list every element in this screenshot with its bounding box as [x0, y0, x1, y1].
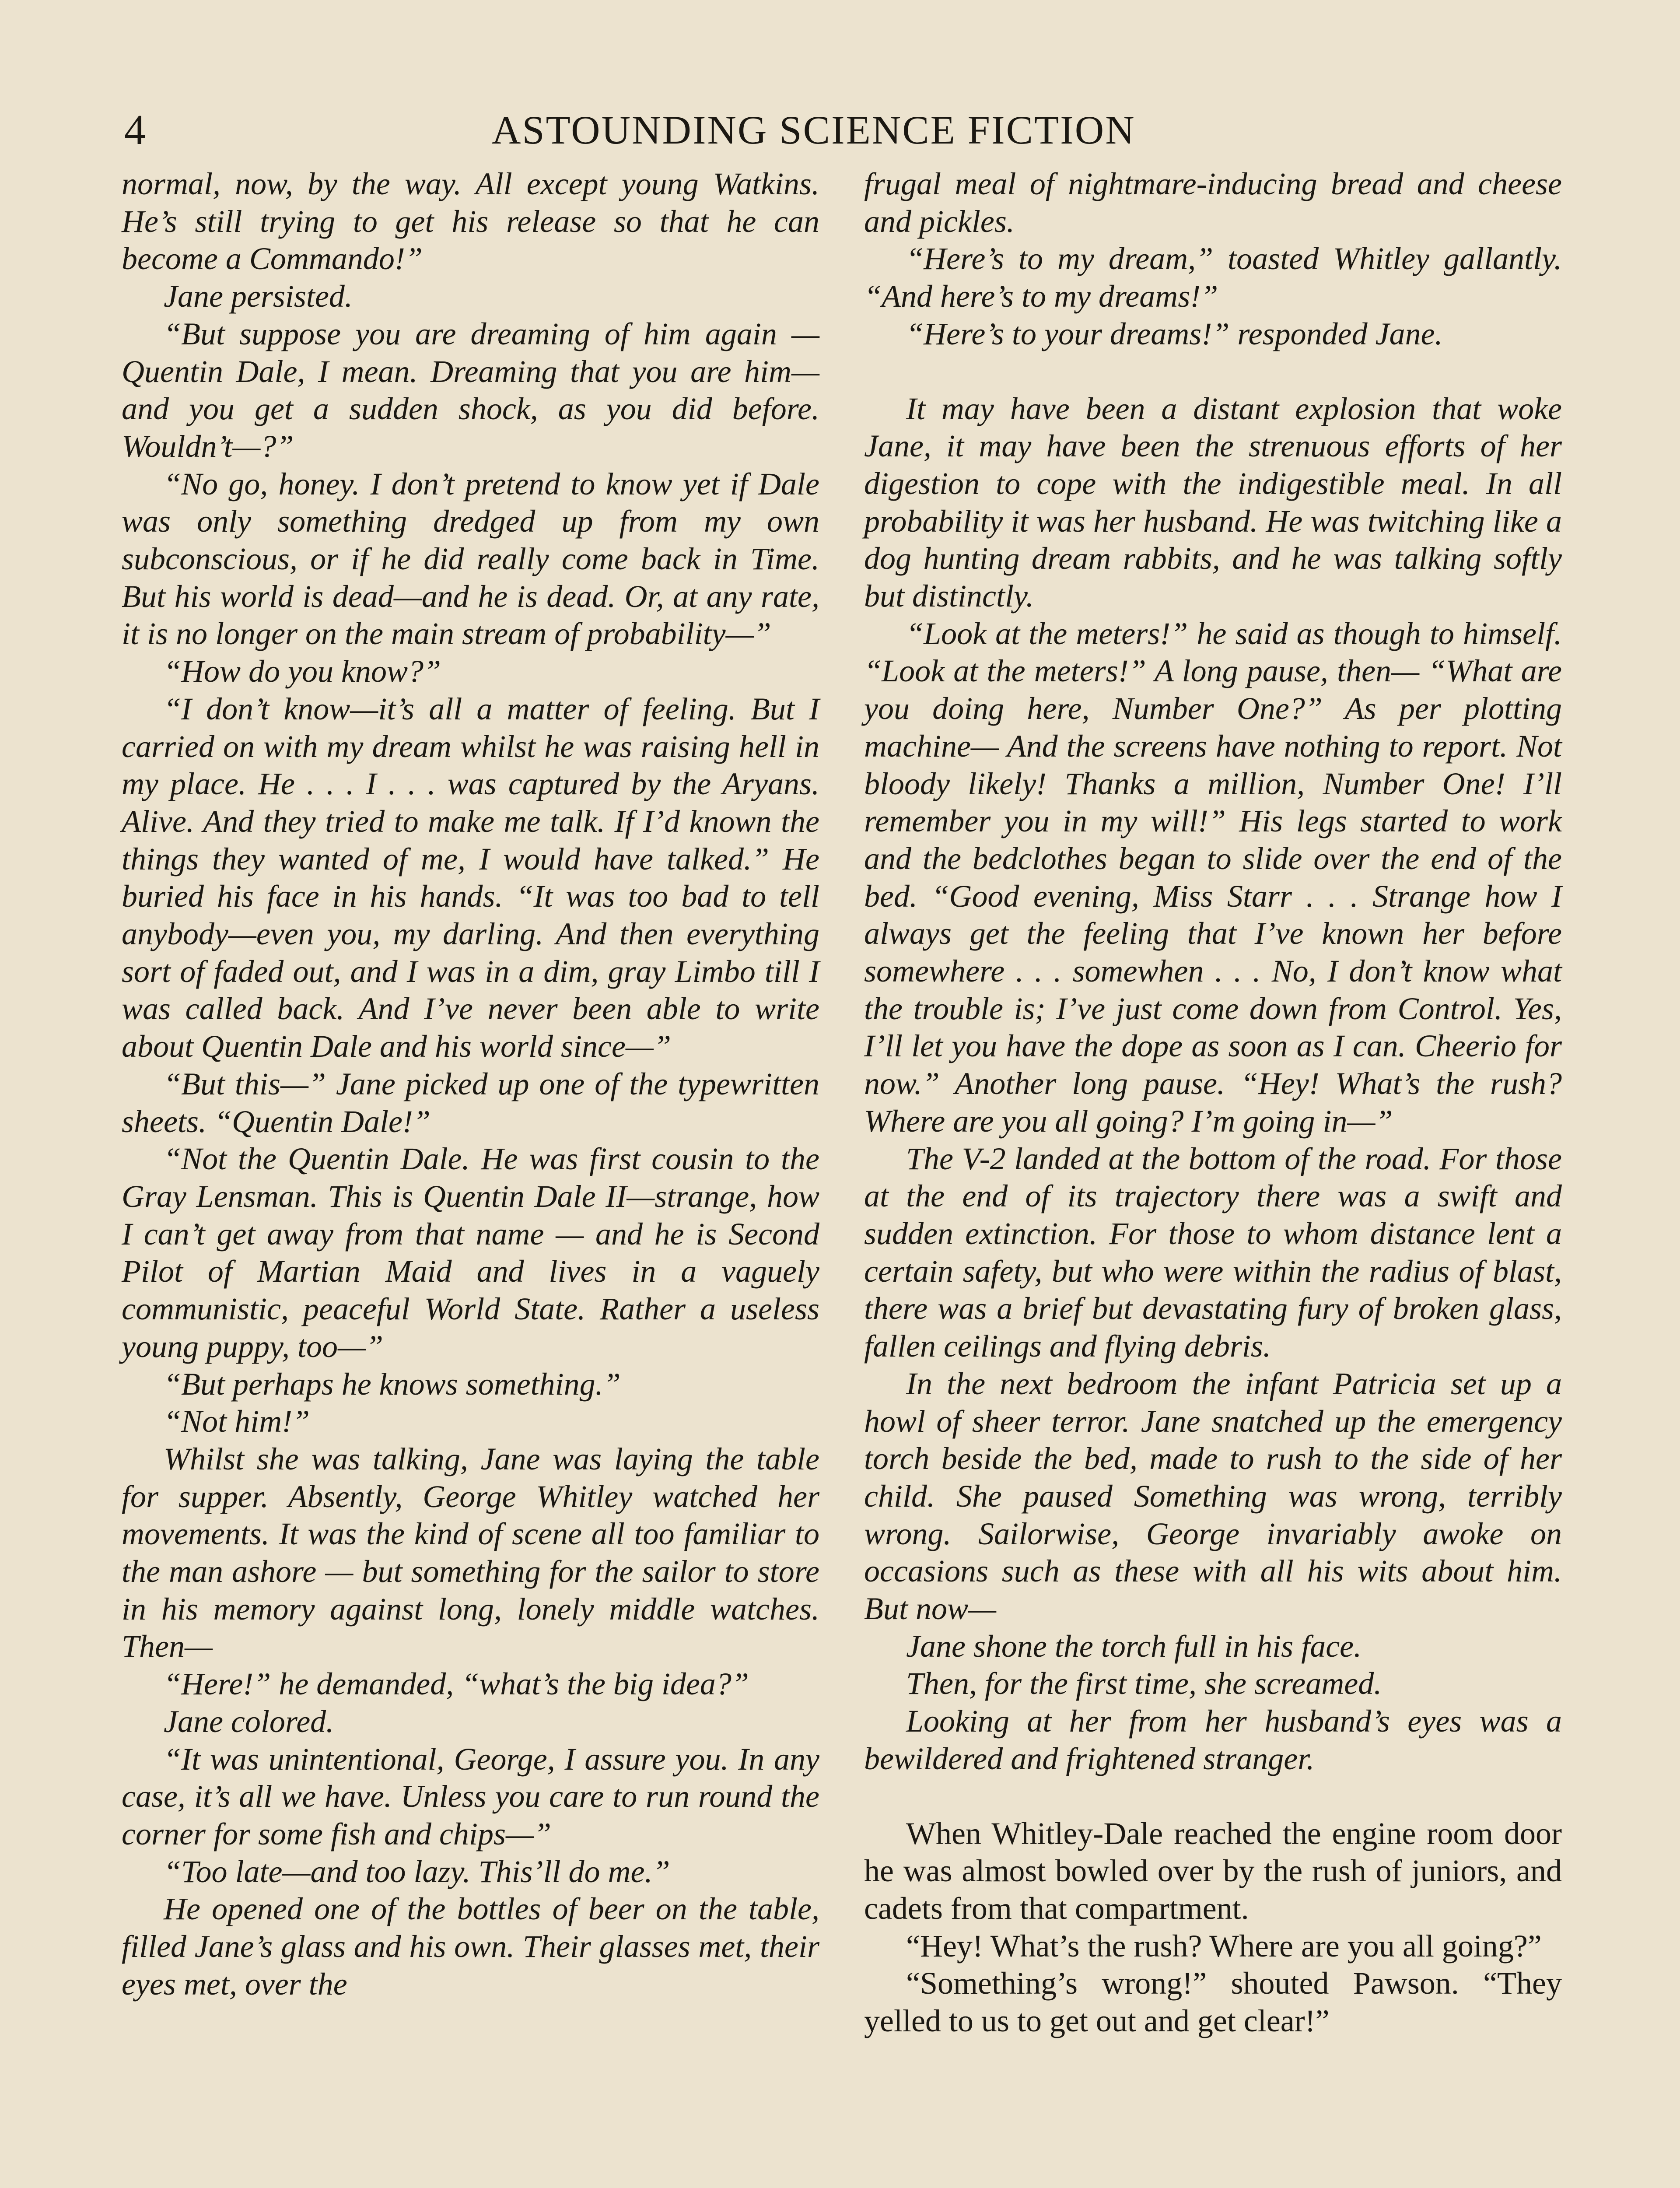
- paragraph: “Here!” he demanded, “what’s the big idea?”: [164, 1666, 749, 1702]
- paragraph: “It was unintentional, George, I assure you. In any case, it’s all we have. Unless you care to run round the corner for some fish and chips—”: [122, 1741, 819, 1851]
- page-header: [124, 102, 1170, 158]
- paragraph: Jane colored.: [164, 1704, 334, 1739]
- paragraph: “But perhaps he knows something.”: [164, 1366, 621, 1402]
- paragraph: “Look at the meters!” he said as though to himself. “Look at the meters!” A long pause, then— “What are you doing here, Number One?” As per plotting machine— And the screens have nothing to report. Not bloody likely! Thanks a million, Number One! I’ll remember you in my will!” His legs started to work and the bedclothes began to slide over the end of the bed. “Good evening, Miss Starr . . . Strange how I always get the feeling that I’ve known her before somewhere . . . somewhen . . . No, I don’t know what the trouble is; I’ve just come down from Control. Yes, I’ll let you have the dope as soon as I can. Cheerio for now.” Another long pause. “Hey! What’s the rush? Where are you all going? I’m going in—”: [864, 616, 1562, 1139]
- paragraph: “Hey! What’s the rush? Where are you all going?”: [906, 1928, 1542, 1964]
- right-column: [864, 165, 1562, 2040]
- section-break: [864, 1778, 1562, 1815]
- paragraph: When Whitley-Dale reached the engine room door he was almost bowled over by the rush of juniors, and cadets from that compartment.: [864, 1816, 1562, 1926]
- paragraph: “Not him!”: [164, 1404, 310, 1439]
- paragraph: “Too late—and too lazy. This’ll do me.”: [164, 1854, 670, 1889]
- paragraph: He opened one of the bottles of beer on the table, filled Jane’s glass and his own. Their glasses met, their eyes met, over the: [122, 1891, 819, 2002]
- paragraph: Jane persisted.: [164, 279, 353, 314]
- paragraph: “Something’s wrong!” shouted Pawson. “They yelled to us to get out and get clear!”: [864, 1966, 1562, 2039]
- paragraph: “I don’t know—it’s all a matter of feeling. But I carried on with my dream whilst he was raising hell in my place. He . . . I . . . was captured by the Aryans. Alive. And they tried to make me talk. If I’d known the things they wanted of me, I would have talked.” He buried his face in his hands. “It was too bad to tell anybody—even you, my darling. And then everything sort of faded out, and I was in a dim, gray Limbo till I was called back. And I’ve never been able to write about Quentin Dale and his world since—”: [122, 691, 819, 1064]
- paragraph: “Here’s to my dream,” toasted Whitley gallantly. “And here’s to my dreams!”: [864, 241, 1562, 314]
- paragraph: Then, for the first time, she screamed.: [906, 1666, 1382, 1701]
- paragraph: “Here’s to your dreams!” responded Jane.: [906, 316, 1443, 351]
- paragraph: normal, now, by the way. All except young Watkins. He’s still trying to get his release so that he can become a Commando!”: [122, 166, 819, 277]
- page-number: 4: [124, 106, 146, 154]
- section-break: [864, 353, 1562, 390]
- paragraph: The V-2 landed at the bottom of the road. For those at the end of its trajectory there was a swift and sudden extinction. For those to whom distance lent a certain safety, but who were within the radius of blast, there was a brief but devastating fury of broken glass, fallen ceilings and flying debris.: [864, 1141, 1562, 1364]
- paragraph: “Not the Quentin Dale. He was first cousin to the Gray Lensman. This is Quentin Dale II—strange, how I can’t get away from that name — and he is Second Pilot of Martian Maid and lives in a vaguely communistic, peaceful World State. Rather a useless young puppy, too—”: [122, 1141, 819, 1364]
- paragraph: frugal meal of nightmare-inducing bread and cheese and pickles.: [864, 166, 1562, 239]
- left-column: [122, 165, 819, 2003]
- paragraph: In the next bedroom the infant Patricia set up a howl of sheer terror. Jane snatched up the emergency torch beside the bed, made to rush to the side of her child. She paused Something was wrong, terribly wrong. Sailorwise, George invariably awoke on occasions such as these with all his wits about him. But now—: [864, 1366, 1562, 1627]
- running-head: ASTOUNDING SCIENCE FICTION: [492, 108, 1136, 152]
- paragraph: “No go, honey. I don’t pretend to know yet if Dale was only something dredged up from my own subconscious, or if he did really come back in Time. But his world is dead—and he is dead. Or, at any rate, it is no longer on the main stream of probability—”: [122, 466, 819, 652]
- paragraph: “But suppose you are dreaming of him again — Quentin Dale, I mean. Dreaming that you are him—and you get a sudden shock, as you did before. Wouldn’t—?”: [122, 316, 819, 464]
- paragraph: Whilst she was talking, Jane was laying the table for supper. Absently, George Whitley watched her movements. It was the kind of scene all too familiar to the man ashore — but something for the sailor to store in his memory against long, lonely middle watches. Then—: [122, 1441, 819, 1664]
- paragraph: Jane shone the torch full in his face.: [906, 1628, 1362, 1664]
- paragraph: It may have been a distant explosion that woke Jane, it may have been the strenuous efforts of her digestion to cope with the indigestible meal. In all probability it was her husband. He was twitching like a dog hunting dream rabbits, and he was talking softly but distinctly.: [864, 391, 1562, 614]
- paragraph: “But this—” Jane picked up one of the typewritten sheets. “Quentin Dale!”: [122, 1066, 819, 1139]
- paragraph: Looking at her from her husband’s eyes was a bewildered and frightened stranger.: [864, 1704, 1562, 1776]
- paragraph: “How do you know?”: [164, 654, 441, 689]
